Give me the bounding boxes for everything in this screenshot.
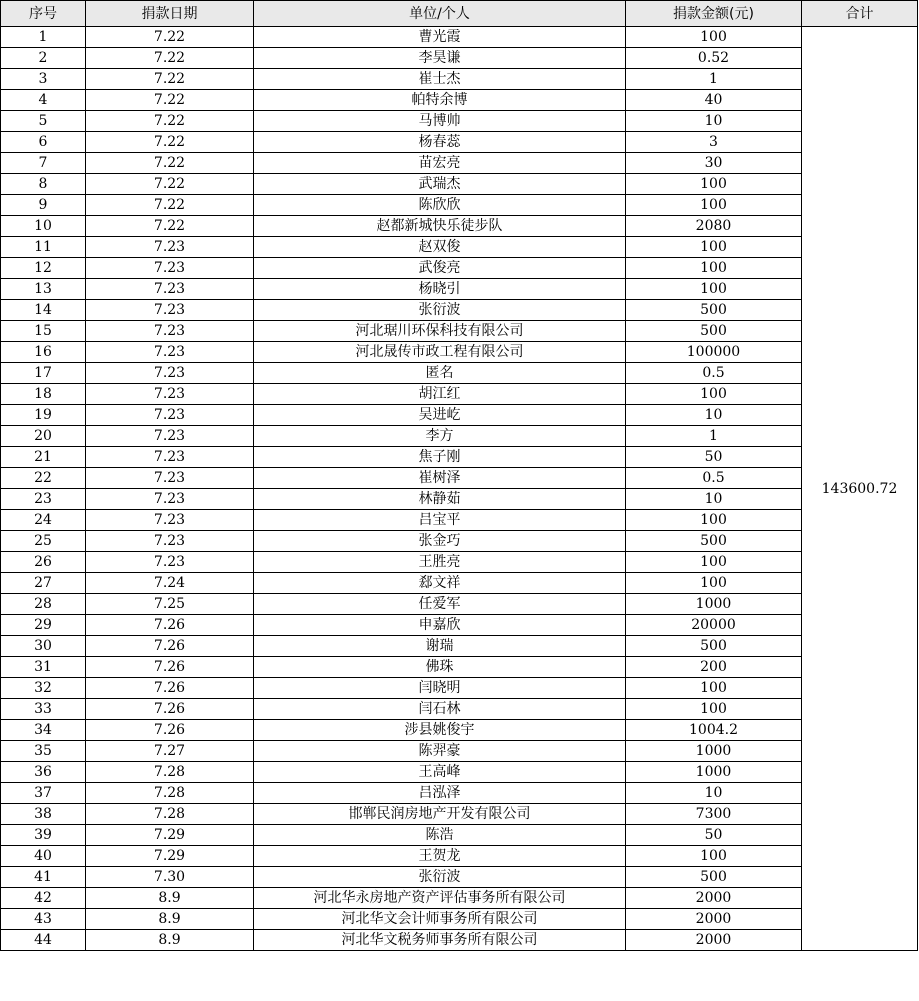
row-seq-cell: 10 [1,216,86,237]
row-amount-cell: 500 [626,321,802,342]
row-date-cell: 7.26 [86,615,254,636]
row-seq-cell: 7 [1,153,86,174]
table-row [1,699,918,720]
row-date-cell: 7.23 [86,531,254,552]
row-seq-cell: 17 [1,363,86,384]
row-seq-cell: 19 [1,405,86,426]
row-donor-cell: 河北晟传市政工程有限公司 [254,342,626,363]
row-donor-cell: 吕宝平 [254,510,626,531]
row-seq-cell: 26 [1,552,86,573]
row-seq-cell: 15 [1,321,86,342]
row-donor-cell: 胡江红 [254,384,626,405]
row-donor-cell: 武瑞杰 [254,174,626,195]
row-seq-cell: 21 [1,447,86,468]
row-donor-cell: 张金巧 [254,531,626,552]
row-amount-cell: 1000 [626,741,802,762]
row-seq-cell: 1 [1,27,86,48]
row-amount-cell: 7300 [626,804,802,825]
row-donor-cell: 佛珠 [254,657,626,678]
row-amount-cell: 50 [626,825,802,846]
row-seq-cell: 14 [1,300,86,321]
header-total: 合计 [802,1,918,27]
row-amount-cell: 2000 [626,930,802,951]
row-amount-cell: 500 [626,300,802,321]
row-amount-cell: 100 [626,279,802,300]
table-row [1,300,918,321]
row-seq-cell: 24 [1,510,86,531]
row-donor-cell: 崔士杰 [254,69,626,90]
row-donor-cell: 河北华文会计师事务所有限公司 [254,909,626,930]
table-row [1,825,918,846]
table-row [1,405,918,426]
row-seq-cell: 6 [1,132,86,153]
row-amount-cell: 500 [626,531,802,552]
row-seq-cell: 39 [1,825,86,846]
row-amount-cell: 1000 [626,762,802,783]
row-donor-cell: 谢瑞 [254,636,626,657]
row-donor-cell: 匿名 [254,363,626,384]
row-donor-cell: 河北华永房地产资产评估事务所有限公司 [254,888,626,909]
row-donor-cell: 涉县姚俊宇 [254,720,626,741]
row-amount-cell: 1 [626,69,802,90]
row-donor-cell: 河北华文税务师事务所有限公司 [254,930,626,951]
table-row [1,657,918,678]
row-seq-cell: 16 [1,342,86,363]
row-amount-cell: 100 [626,510,802,531]
row-seq-cell: 42 [1,888,86,909]
row-amount-cell: 10 [626,405,802,426]
row-seq-cell: 8 [1,174,86,195]
row-seq-cell: 3 [1,69,86,90]
row-donor-cell: 赵双俊 [254,237,626,258]
table-row [1,720,918,741]
table-row [1,909,918,930]
table-row [1,426,918,447]
table-row [1,69,918,90]
header-row [1,1,918,27]
row-amount-cell: 100 [626,258,802,279]
table-row [1,867,918,888]
row-donor-cell: 闫晓明 [254,678,626,699]
row-amount-cell: 100 [626,678,802,699]
row-seq-cell: 18 [1,384,86,405]
row-donor-cell: 赵都新城快乐徒步队 [254,216,626,237]
row-date-cell: 7.23 [86,342,254,363]
row-amount-cell: 100 [626,174,802,195]
row-seq-cell: 9 [1,195,86,216]
row-seq-cell: 36 [1,762,86,783]
table-row [1,195,918,216]
row-date-cell: 7.23 [86,321,254,342]
row-donor-cell: 郄文祥 [254,573,626,594]
table-row [1,27,918,48]
row-date-cell: 7.23 [86,426,254,447]
table-row [1,888,918,909]
table-row [1,279,918,300]
row-amount-cell: 100 [626,384,802,405]
row-date-cell: 7.28 [86,762,254,783]
row-seq-cell: 30 [1,636,86,657]
row-donor-cell: 武俊亮 [254,258,626,279]
row-donor-cell: 闫石林 [254,699,626,720]
row-amount-cell: 200 [626,657,802,678]
row-donor-cell: 任爱军 [254,594,626,615]
row-date-cell: 7.26 [86,636,254,657]
row-date-cell: 7.22 [86,132,254,153]
table-row [1,384,918,405]
table-row [1,447,918,468]
row-donor-cell: 杨春蕊 [254,132,626,153]
table-row [1,846,918,867]
table-row [1,783,918,804]
row-amount-cell: 100 [626,699,802,720]
row-amount-cell: 0.5 [626,363,802,384]
row-donor-cell: 申嘉欣 [254,615,626,636]
row-amount-cell: 2000 [626,909,802,930]
row-amount-cell: 3 [626,132,802,153]
row-amount-cell: 1000 [626,594,802,615]
row-seq-cell: 33 [1,699,86,720]
row-amount-cell: 10 [626,111,802,132]
row-date-cell: 7.23 [86,447,254,468]
row-date-cell: 8.9 [86,930,254,951]
row-seq-cell: 11 [1,237,86,258]
row-date-cell: 7.26 [86,678,254,699]
table-row [1,321,918,342]
row-amount-cell: 40 [626,90,802,111]
header-seq: 序号 [1,1,86,27]
row-donor-cell: 杨晓引 [254,279,626,300]
row-date-cell: 7.22 [86,27,254,48]
row-date-cell: 7.23 [86,384,254,405]
donation-rows [1,27,918,951]
row-date-cell: 7.28 [86,783,254,804]
row-seq-cell: 32 [1,678,86,699]
row-date-cell: 8.9 [86,888,254,909]
row-seq-cell: 43 [1,909,86,930]
row-date-cell: 7.26 [86,657,254,678]
table-row [1,489,918,510]
row-amount-cell: 100 [626,552,802,573]
table-row [1,90,918,111]
table-row [1,216,918,237]
row-seq-cell: 22 [1,468,86,489]
row-seq-cell: 41 [1,867,86,888]
row-seq-cell: 23 [1,489,86,510]
row-date-cell: 7.22 [86,90,254,111]
row-seq-cell: 40 [1,846,86,867]
row-date-cell: 7.30 [86,867,254,888]
table-row [1,132,918,153]
row-amount-cell: 20000 [626,615,802,636]
table-row [1,678,918,699]
row-date-cell: 7.26 [86,699,254,720]
row-donor-cell: 李昊谦 [254,48,626,69]
table-row [1,552,918,573]
row-date-cell: 7.26 [86,720,254,741]
row-date-cell: 7.23 [86,363,254,384]
row-date-cell: 7.24 [86,573,254,594]
row-seq-cell: 13 [1,279,86,300]
row-donor-cell: 林静茹 [254,489,626,510]
row-amount-cell: 2000 [626,888,802,909]
row-donor-cell: 帕特余博 [254,90,626,111]
row-seq-cell: 29 [1,615,86,636]
row-seq-cell: 2 [1,48,86,69]
row-seq-cell: 28 [1,594,86,615]
row-donor-cell: 陈欣欣 [254,195,626,216]
row-seq-cell: 38 [1,804,86,825]
row-date-cell: 7.23 [86,279,254,300]
row-date-cell: 7.22 [86,69,254,90]
row-date-cell: 7.22 [86,48,254,69]
row-donor-cell: 王胜亮 [254,552,626,573]
row-amount-cell: 0.5 [626,468,802,489]
row-amount-cell: 500 [626,636,802,657]
row-donor-cell: 邯郸民润房地产开发有限公司 [254,804,626,825]
row-seq-cell: 31 [1,657,86,678]
table-row [1,48,918,69]
row-donor-cell: 吕泓泽 [254,783,626,804]
row-seq-cell: 20 [1,426,86,447]
header-date: 捐款日期 [86,1,254,27]
row-date-cell: 7.23 [86,489,254,510]
table-row [1,174,918,195]
row-seq-cell: 44 [1,930,86,951]
row-date-cell: 7.22 [86,216,254,237]
row-donor-cell: 李方 [254,426,626,447]
table-row [1,258,918,279]
row-date-cell: 7.25 [86,594,254,615]
row-amount-cell: 30 [626,153,802,174]
row-amount-cell: 100000 [626,342,802,363]
table-row [1,468,918,489]
row-date-cell: 7.23 [86,405,254,426]
row-donor-cell: 陈羿豪 [254,741,626,762]
row-donor-cell: 张衍波 [254,300,626,321]
table-row [1,363,918,384]
row-seq-cell: 12 [1,258,86,279]
row-amount-cell: 0.52 [626,48,802,69]
row-donor-cell: 河北琚川环保科技有限公司 [254,321,626,342]
row-seq-cell: 35 [1,741,86,762]
row-date-cell: 7.22 [86,153,254,174]
table-row [1,930,918,951]
row-date-cell: 7.22 [86,195,254,216]
row-donor-cell: 曹光霞 [254,27,626,48]
table-row [1,636,918,657]
total-cell: 143600.72 [802,27,918,951]
header-donor: 单位/个人 [254,1,626,27]
row-donor-cell: 吴进屹 [254,405,626,426]
row-seq-cell: 37 [1,783,86,804]
row-date-cell: 7.23 [86,552,254,573]
row-donor-cell: 焦子刚 [254,447,626,468]
row-date-cell: 7.22 [86,174,254,195]
row-seq-cell: 5 [1,111,86,132]
row-date-cell: 7.29 [86,825,254,846]
row-donor-cell: 张衍波 [254,867,626,888]
row-donor-cell: 陈浩 [254,825,626,846]
table-row [1,741,918,762]
row-date-cell: 7.23 [86,300,254,321]
row-date-cell: 7.23 [86,468,254,489]
row-date-cell: 7.28 [86,804,254,825]
row-amount-cell: 10 [626,783,802,804]
row-amount-cell: 1 [626,426,802,447]
row-donor-cell: 王贺龙 [254,846,626,867]
table-row [1,342,918,363]
table-row [1,153,918,174]
row-amount-cell: 100 [626,27,802,48]
row-date-cell: 7.23 [86,258,254,279]
row-amount-cell: 100 [626,846,802,867]
table-row [1,111,918,132]
row-seq-cell: 34 [1,720,86,741]
table-row [1,762,918,783]
row-amount-cell: 10 [626,489,802,510]
row-amount-cell: 100 [626,195,802,216]
row-donor-cell: 崔树泽 [254,468,626,489]
row-amount-cell: 500 [626,867,802,888]
row-seq-cell: 25 [1,531,86,552]
table-row [1,804,918,825]
row-date-cell: 7.22 [86,111,254,132]
row-donor-cell: 王高峰 [254,762,626,783]
table-row [1,237,918,258]
row-date-cell: 7.23 [86,237,254,258]
row-amount-cell: 2080 [626,216,802,237]
row-seq-cell: 27 [1,573,86,594]
row-amount-cell: 100 [626,237,802,258]
row-donor-cell: 马博帅 [254,111,626,132]
table-row [1,615,918,636]
row-amount-cell: 1004.2 [626,720,802,741]
row-amount-cell: 100 [626,573,802,594]
row-seq-cell: 4 [1,90,86,111]
row-amount-cell: 50 [626,447,802,468]
row-date-cell: 8.9 [86,909,254,930]
row-donor-cell: 苗宏亮 [254,153,626,174]
table-row [1,594,918,615]
table-row [1,573,918,594]
table-row [1,510,918,531]
table-row [1,531,918,552]
row-date-cell: 7.27 [86,741,254,762]
row-date-cell: 7.29 [86,846,254,867]
row-date-cell: 7.23 [86,510,254,531]
header-amount: 捐款金额(元) [626,1,802,27]
